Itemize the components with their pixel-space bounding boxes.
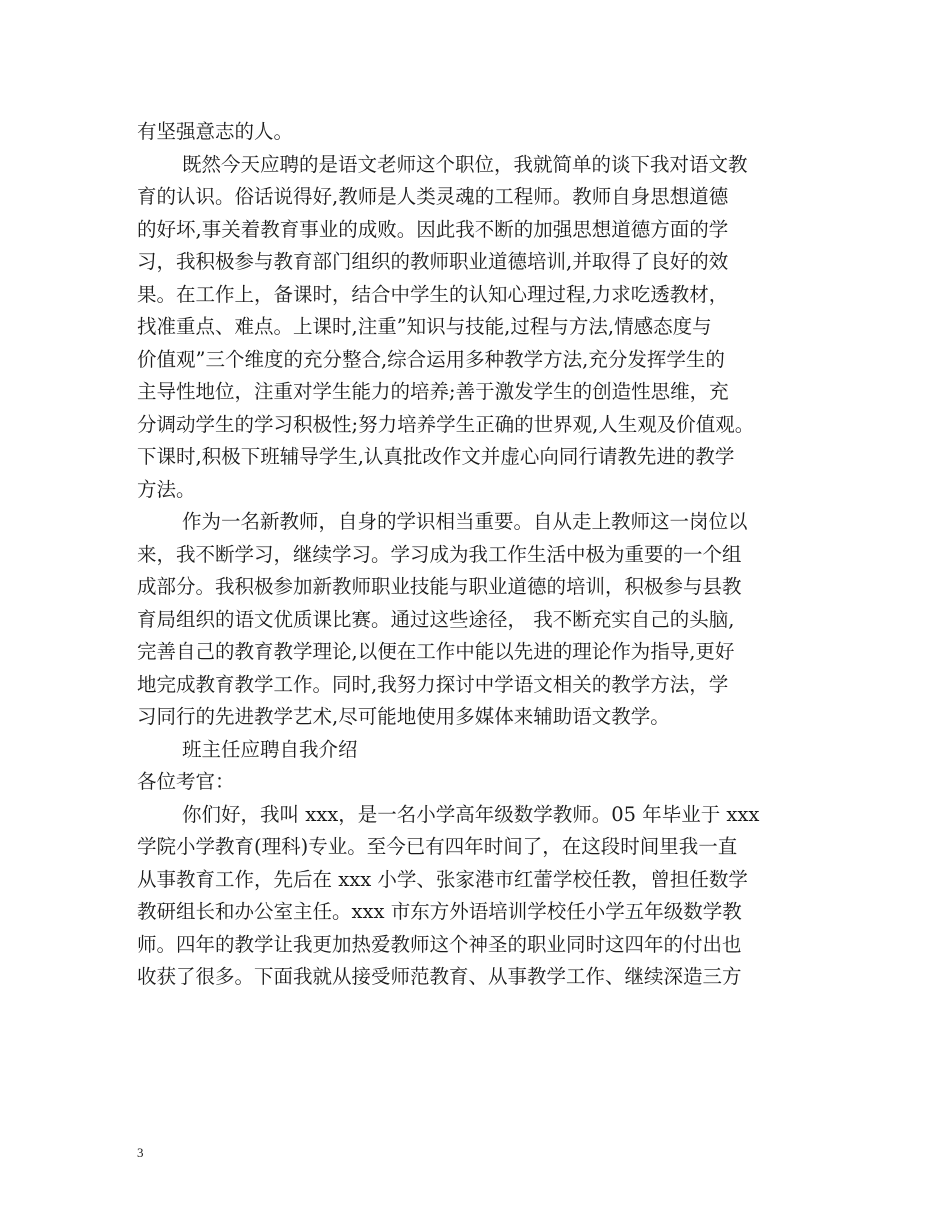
- paragraph-start-line: 既然今天应聘的是语文老师这个职位，我就简单的谈下我对语文教: [182, 152, 748, 176]
- text-line: 价值观”三个维度的充分整合,综合运用多种教学方法,充分发挥学生的: [137, 347, 725, 371]
- text-line: 分调动学生的学习积极性;努力培养学生正确的世界观,人生观及价值观。: [137, 412, 755, 436]
- text-line: 从事教育工作，先后在 xxx 小学、张家港市红蕾学校任教，曾担任数学: [137, 867, 748, 891]
- text-line: 果。在工作上，备课时，结合中学生的认知心理过程,力求吃透教材，: [137, 282, 729, 306]
- text-line: 的好坏,事关着教育事业的成败。因此我不断的加强思想道德方面的学: [137, 217, 729, 241]
- text-line: 习，我积极参与教育部门组织的教师职业道德培训,并取得了良好的效: [137, 250, 729, 273]
- page-number: 3: [137, 1145, 144, 1160]
- text-line: 方法。: [137, 477, 196, 501]
- text-line: 收获了很多。下面我就从接受师范教育、从事教学工作、继续深造三方: [137, 965, 742, 988]
- text-line: 完善自己的教育教学理论,以便在工作中能以先进的理论作为指导,更好: [137, 640, 735, 663]
- paragraph-start-line: 作为一名新教师，自身的学识相当重要。自从走上教师这一岗位以: [182, 510, 748, 533]
- text-line: 找准重点、难点。上课时,注重”知识与技能,过程与方法,情感态度与: [137, 315, 712, 338]
- text-line: 成部分。我积极参加新教师职业技能与职业道德的培训，积极参与县教: [137, 575, 742, 598]
- text-line: 有坚强意志的人。: [137, 120, 294, 143]
- salutation: 各位考官：: [137, 770, 235, 793]
- document-body: [137, 116, 827, 994]
- text-line: 师。四年的教学让我更加热爱教师这个神圣的职业同时这四年的付出也: [137, 932, 742, 956]
- text-line: 学院小学教育(理科)专业。至今已有四年时间了，在这段时间里我一直: [137, 835, 738, 858]
- text-line: 主导性地位，注重对学生能力的培养;善于激发学生的创造性思维，充: [137, 380, 729, 403]
- section-heading: 班主任应聘自我介绍: [182, 737, 358, 761]
- text-line: 习同行的先进教学艺术,尽可能地使用多媒体来辅助语文教学。: [137, 705, 670, 728]
- text-line: 育的认识。俗话说得好,教师是人类灵魂的工程师。教师自身思想道德: [137, 185, 729, 208]
- text-line: 教研组长和办公室主任。xxx 市东方外语培训学校任小学五年级数学教: [137, 900, 742, 923]
- text-line: 下课时,积极下班辅导学生,认真批改作文并虚心向同行请教先进的教学: [137, 445, 735, 468]
- text-line: 来，我不断学习，继续学习。学习成为我工作生活中极为重要的一个组: [137, 542, 742, 566]
- text-line: 育局组织的语文优质课比赛。通过这些途径， 我不断充实自己的头脑,: [137, 607, 735, 631]
- text-line: 地完成教育教学工作。同时,我努力探讨中学语文相关的教学方法，学: [137, 672, 729, 696]
- paragraph-start-line: 你们好，我叫 xxx，是一名小学高年级数学教师。05 年毕业于 xxx: [182, 802, 760, 826]
